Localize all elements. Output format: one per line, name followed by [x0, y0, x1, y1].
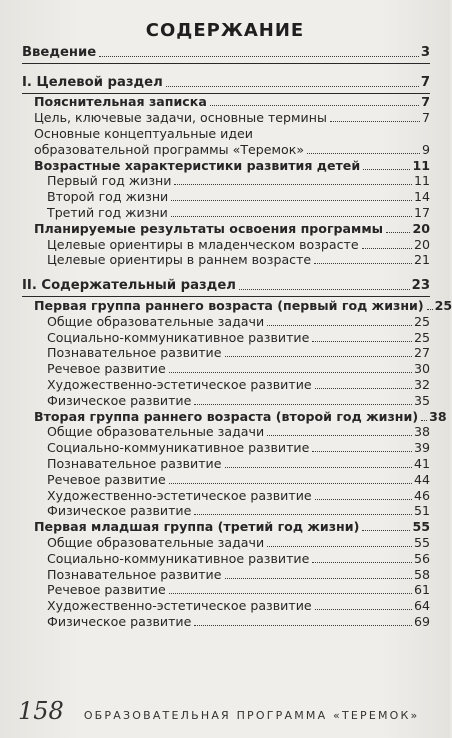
toc-entry[interactable] [22, 173, 430, 189]
dot-leader [171, 200, 412, 201]
toc-entry-label: I. Целевой раздел [22, 74, 163, 90]
dot-leader [225, 356, 412, 357]
toc-entry-page: 38 [429, 408, 447, 424]
toc-entry-page: 51 [413, 503, 430, 519]
toc-entry-label: Основные концептуальные идеи [34, 125, 253, 141]
toc-entry-page: 23 [411, 278, 430, 294]
page-footer [18, 697, 438, 725]
toc-entry-page: 27 [413, 345, 430, 361]
dot-leader [314, 263, 412, 264]
toc-section-1-heading[interactable] [22, 74, 430, 90]
running-footer: ОБРАЗОВАТЕЛЬНАЯ ПРОГРАММА «ТЕРЕМОК» [83, 709, 420, 722]
toc-entry-label: II. Содержательный раздел [22, 278, 236, 294]
toc-entry-label: Физическое развитие [47, 613, 192, 629]
dot-leader [363, 169, 410, 170]
toc-entry-page: 46 [413, 487, 430, 503]
toc-entry-page: 41 [413, 455, 430, 471]
toc-entry[interactable] [22, 455, 430, 471]
toc-entry-label: Социально-коммуникативное развитие [47, 329, 310, 345]
dot-leader [166, 86, 419, 87]
toc-entry-label: Вторая группа раннего возраста (второй год жизни) [34, 408, 419, 424]
toc-entry-intro[interactable] [22, 44, 430, 60]
toc-entry[interactable] [22, 550, 430, 566]
dot-leader [171, 216, 412, 217]
toc-entry-page: 7 [421, 110, 430, 126]
toc-entry-page: 39 [413, 440, 430, 456]
toc-entry-label: Цель, ключевые задачи, основные термины [34, 110, 327, 126]
toc-entry-label: Планируемые результаты освоения программы [34, 220, 384, 236]
toc-entry[interactable] [22, 613, 430, 629]
dot-leader [169, 483, 412, 484]
dot-leader [194, 625, 412, 626]
dot-leader [427, 309, 433, 310]
dot-leader [194, 514, 412, 515]
toc-entry[interactable] [22, 439, 430, 455]
toc-entry-page: 44 [413, 471, 430, 487]
toc-entry-page: 32 [413, 376, 430, 392]
toc-entry-page: 25 [413, 329, 430, 345]
dot-leader [362, 530, 410, 531]
toc-entry-label: Целевые ориентиры в младенческом возрасте [47, 236, 359, 252]
dot-leader [169, 372, 412, 373]
toc-entry[interactable] [22, 582, 430, 598]
dot-leader [267, 546, 412, 547]
toc-entry[interactable] [22, 236, 430, 252]
toc-entry[interactable] [22, 487, 430, 503]
toc-entry[interactable] [22, 471, 430, 487]
toc-entry-label: Общие образовательные задачи [47, 534, 265, 550]
toc-entry[interactable] [22, 329, 430, 345]
dot-leader [174, 184, 412, 185]
toc-entry[interactable] [22, 220, 430, 236]
toc-entry-label: Возрастные характеристики развития детей [34, 157, 361, 173]
toc-entry[interactable] [22, 188, 430, 204]
toc-entry-page: 25 [413, 313, 430, 329]
toc-entry-page: 58 [413, 566, 430, 582]
toc-entry-label: Художественно-эстетическое развитие [47, 376, 312, 392]
toc-entry[interactable] [22, 204, 430, 220]
toc-entry-label: Познавательное развитие [47, 345, 222, 361]
toc-entry-page: 11 [412, 157, 430, 173]
toc-entry-label: Физическое развитие [47, 503, 192, 519]
toc-entry-label: Общие образовательные задачи [47, 424, 265, 440]
toc-entry-page: 64 [413, 598, 430, 614]
toc-entry-label: Третий год жизни [47, 204, 168, 220]
dot-leader [225, 578, 412, 579]
toc-entry-label: Речевое развитие [47, 471, 166, 487]
dot-leader [307, 153, 420, 154]
toc-group-heading[interactable] [22, 518, 430, 534]
toc-entry-label: Художественно-эстетическое развитие [47, 487, 312, 503]
dot-leader [169, 593, 412, 594]
toc-entry-label: Первая младшая группа (третий год жизни) [34, 519, 360, 535]
toc-entry[interactable] [22, 424, 430, 440]
toc-entry[interactable] [22, 566, 430, 582]
toc-entry[interactable] [22, 360, 430, 376]
toc-entry-page: 38 [413, 424, 430, 440]
toc-entry-label: Первая группа раннего возраста (первый год жизни) [34, 297, 424, 313]
toc-entry-label: Речевое развитие [47, 361, 166, 377]
toc-entry-page: 25 [434, 297, 452, 313]
dot-leader [267, 325, 412, 326]
toc-entry[interactable] [22, 597, 430, 613]
toc-entry-page: 9 [421, 141, 430, 157]
dot-leader [421, 420, 427, 421]
dot-leader [267, 435, 412, 436]
dot-leader [312, 341, 412, 342]
toc-entry[interactable] [22, 503, 430, 519]
toc-entry-page: 11 [413, 173, 430, 189]
toc-entry-page: 61 [413, 582, 430, 598]
toc-entry[interactable] [22, 376, 430, 392]
toc-entry-page: 55 [413, 534, 430, 550]
toc-entry[interactable] [22, 313, 430, 329]
dot-leader [99, 56, 419, 57]
dot-leader [330, 121, 420, 122]
page-title: СОДЕРЖАНИЕ [145, 20, 305, 41]
toc-entry-label: Пояснительная записка [34, 94, 207, 110]
toc-entry-label: Художественно-эстетическое развитие [47, 598, 312, 614]
dot-leader [210, 105, 419, 106]
toc-entry-page: 21 [413, 252, 430, 268]
toc-entry[interactable] [22, 392, 430, 408]
toc-entry-label: Физическое развитие [47, 392, 192, 408]
toc-group-heading[interactable] [22, 297, 452, 313]
toc-group-heading[interactable] [22, 408, 447, 424]
toc-entry-page: 3 [420, 44, 430, 60]
toc-entry-page: 7 [421, 94, 430, 110]
toc-entry-page: 14 [413, 189, 430, 205]
page-number: 158 [18, 697, 64, 725]
toc-entry[interactable] [22, 345, 430, 361]
toc-entry[interactable] [22, 109, 430, 125]
toc-entry[interactable] [22, 125, 430, 141]
toc-entry-label: образовательной программы «Теремок» [34, 141, 305, 157]
toc-entry-label: Социально-коммуникативное развитие [47, 550, 310, 566]
table-of-contents [22, 44, 452, 629]
toc-entry-label: Познавательное развитие [47, 455, 222, 471]
toc-entry-page: 20 [413, 236, 430, 252]
dot-leader [315, 609, 412, 610]
toc-entry-label: Первый год жизни [47, 173, 172, 189]
dot-leader [362, 248, 412, 249]
toc-entry[interactable] [22, 534, 430, 550]
toc-entry-page: 30 [413, 361, 430, 377]
toc-entry[interactable] [22, 252, 430, 268]
toc-entry-page: 35 [413, 392, 430, 408]
toc-entry-label: Целевые ориентиры в раннем возрасте [47, 252, 312, 268]
toc-entry[interactable] [22, 157, 430, 173]
toc-entry[interactable] [22, 94, 430, 110]
toc-entry[interactable] [22, 141, 430, 157]
toc-entry-page: 17 [413, 204, 430, 220]
toc-entry-page: 7 [420, 74, 430, 90]
dot-leader [386, 232, 410, 233]
toc-entry-label: Общие образовательные задачи [47, 313, 265, 329]
toc-entry-label: Социально-коммуникативное развитие [47, 440, 310, 456]
toc-entry-page: 56 [413, 550, 430, 566]
toc-entry-label: Речевое развитие [47, 582, 166, 598]
dot-leader [315, 388, 412, 389]
dot-leader [315, 499, 412, 500]
toc-entry-label: Введение [22, 44, 97, 60]
toc-entry-label: Второй год жизни [47, 189, 169, 205]
dot-leader [239, 289, 410, 290]
dot-leader [194, 404, 412, 405]
toc-entry-label: Познавательное развитие [47, 566, 222, 582]
toc-section-2-heading[interactable] [22, 277, 430, 293]
dot-leader [312, 562, 412, 563]
toc-entry-page: 20 [412, 220, 430, 236]
toc-entry-page: 69 [413, 613, 430, 629]
dot-leader [225, 467, 412, 468]
toc-entry-page: 55 [412, 519, 430, 535]
dot-leader [312, 451, 412, 452]
